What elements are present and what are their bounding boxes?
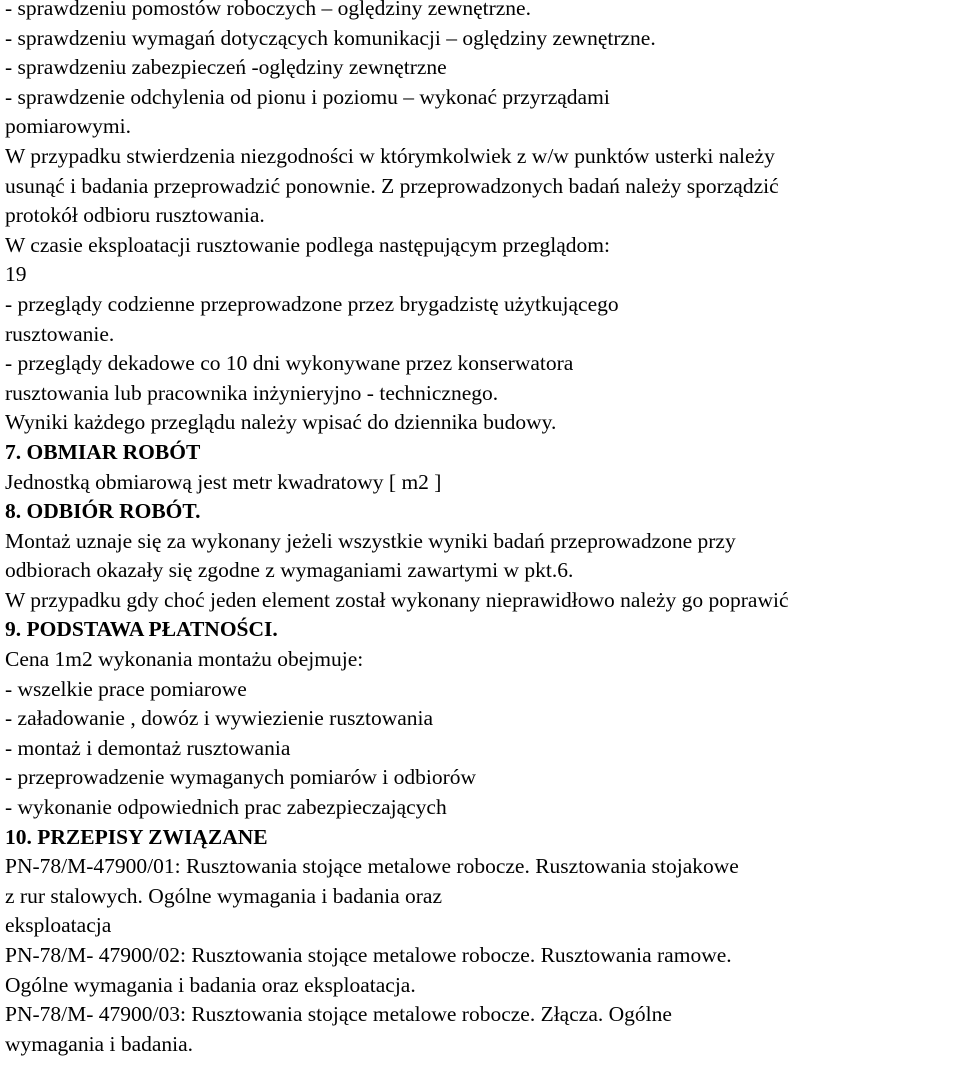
text-line: Montaż uznaje się za wykonany jeżeli wszystkie wyniki badań przeprowadzone przy bbox=[5, 528, 736, 553]
list-item: - załadowanie , dowóz i wywiezienie rusztowania bbox=[5, 706, 434, 731]
section-heading-10: 10. PRZEPISY ZWIĄZANE bbox=[5, 824, 268, 849]
list-item: - wszelkie prace pomiarowe bbox=[5, 676, 247, 701]
section-heading-7: 7. OBMIAR ROBÓT bbox=[5, 439, 201, 464]
text-line: odbiorach okazały się zgodne z wymaganiami zawartymi w pkt.6. bbox=[5, 558, 574, 583]
text-line: PN-78/M- 47900/03: Rusztowania stojące metalowe robocze. Złącza. Ogólne bbox=[5, 1002, 672, 1027]
text-line: z rur stalowych. Ogólne wymagania i badania oraz bbox=[5, 883, 443, 908]
text-line: - przeglądy codzienne przeprowadzone przez brygadzistę użytkującego bbox=[5, 291, 619, 316]
list-item: - wykonanie odpowiednich prac zabezpieczających bbox=[5, 795, 447, 820]
text-line: W czasie eksploatacji rusztowanie podlega następującym przeglądom: bbox=[5, 232, 610, 257]
text-line: - sprawdzeniu zabezpieczeń -oględziny zewnętrzne bbox=[5, 55, 447, 80]
text-line: W przypadku gdy choć jeden element został wykonany nieprawidłowo należy go poprawić bbox=[5, 587, 789, 612]
text-line: - sprawdzeniu pomostów roboczych – oględziny zewnętrzne. bbox=[5, 0, 531, 20]
list-item: - przeprowadzenie wymaganych pomiarów i odbiorów bbox=[5, 765, 477, 790]
text-line: Cena 1m2 wykonania montażu obejmuje: bbox=[5, 647, 364, 672]
text-line: PN-78/M- 47900/02: Rusztowania stojące metalowe robocze. Rusztowania ramowe. bbox=[5, 943, 732, 967]
text-line: wymagania i badania. bbox=[5, 1031, 194, 1056]
text-line: Ogólne wymagania i badania oraz eksploatacja. bbox=[5, 972, 416, 997]
text-line: pomiarowymi. bbox=[5, 114, 131, 139]
text-line: protokół odbioru rusztowania. bbox=[5, 203, 265, 228]
text-line: PN-78/M-47900/01: Rusztowania stojące metalowe robocze. Rusztowania stojakowe bbox=[5, 854, 739, 879]
section-heading-9: 9. PODSTAWA PŁATNOŚCI. bbox=[5, 617, 278, 642]
text-line: rusztowania lub pracownika inżynieryjno - technicznego. bbox=[5, 380, 499, 405]
text-line: Jednostką obmiarową jest metr kwadratowy [ m2 ] bbox=[5, 469, 442, 494]
list-item: - montaż i demontaż rusztowania bbox=[5, 735, 291, 760]
document-page bbox=[5, 0, 955, 1059]
text-line: Wyniki każdego przeglądu należy wpisać do dziennika budowy. bbox=[5, 410, 557, 435]
section-heading-8: 8. ODBIÓR ROBÓT. bbox=[5, 499, 201, 524]
text-line: eksploatacja bbox=[5, 913, 112, 938]
text-line: rusztowanie. bbox=[5, 321, 115, 346]
text-line: usunąć i badania przeprowadzić ponownie. Z przeprowadzonych badań należy sporządzić bbox=[5, 173, 779, 198]
text-line: - przeglądy dekadowe co 10 dni wykonywane przez konserwatora bbox=[5, 351, 574, 376]
text-line: W przypadku stwierdzenia niezgodności w którymkolwiek z w/w punktów usterki należy bbox=[5, 143, 775, 168]
text-line: - sprawdzeniu wymagań dotyczących komunikacji – oględziny zewnętrzne. bbox=[5, 25, 656, 50]
page-number: 19 bbox=[5, 262, 27, 287]
text-line: - sprawdzenie odchylenia od pionu i poziomu – wykonać przyrządami bbox=[5, 84, 610, 109]
